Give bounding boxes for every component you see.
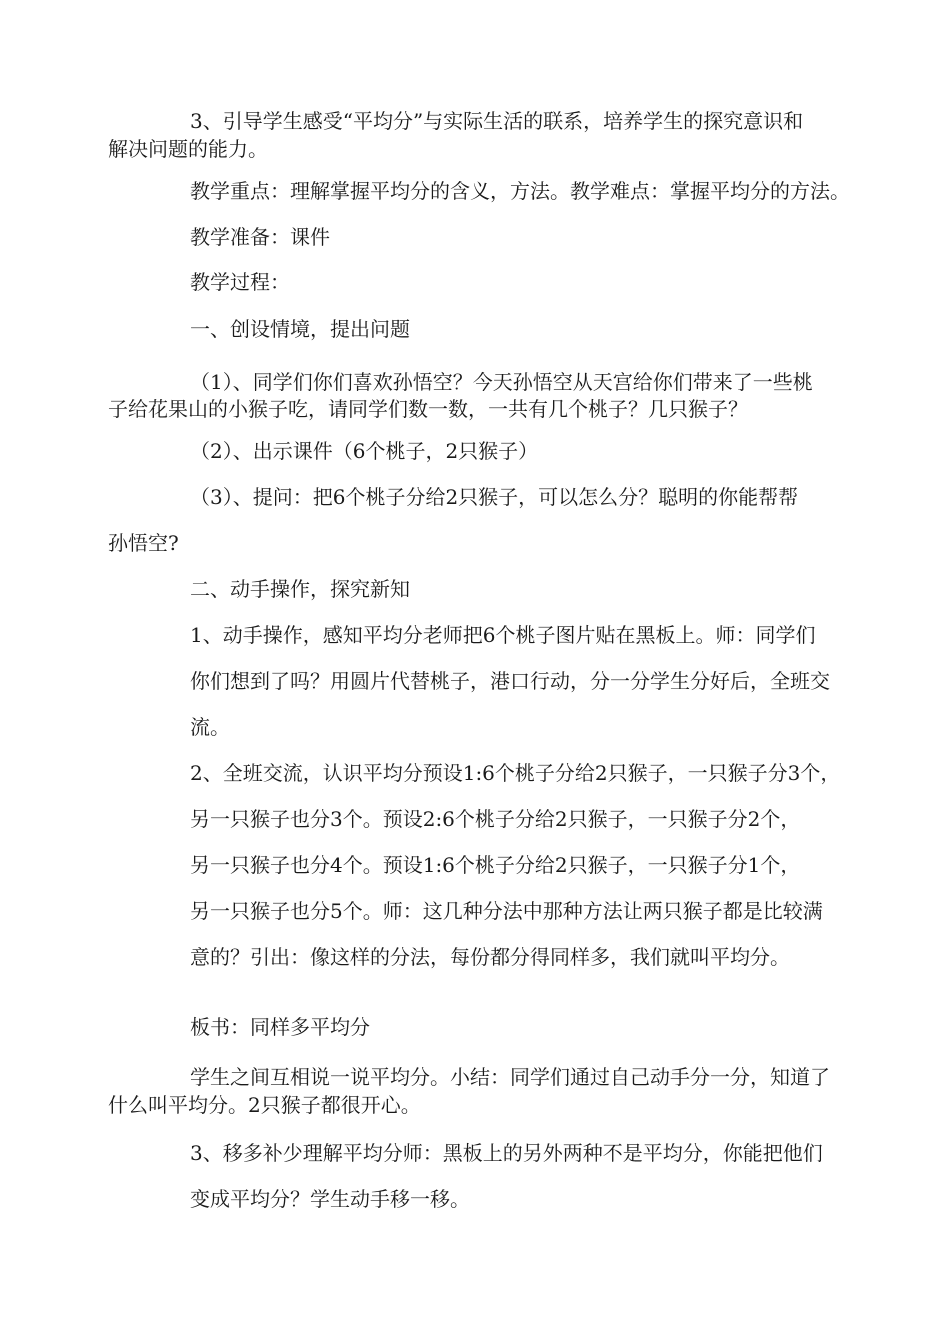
text-line: 什么叫平均分。2只猴子都很开心。 [108, 1093, 421, 1117]
text-line: 学生之间互相说一说平均分。小结：同学们通过自己动手分一分，知道了 [190, 1065, 830, 1089]
text-line: 解决问题的能力。 [108, 137, 268, 161]
text-line: 教学准备：课件 [190, 225, 330, 249]
text-line: 2、全班交流，认识平均分预设1:6个桃子分给2只猴子，一只猴子分3个， [190, 761, 841, 785]
text-line: 教学过程： [190, 270, 290, 294]
text-line: 另一只猴子也分5个。师：这几种分法中那种方法让两只猴子都是比较满 [190, 899, 823, 923]
text-line: 你们想到了吗？用圆片代替桃子，港口行动，分一分学生分好后，全班交 [190, 669, 830, 693]
text-line: 流。 [190, 715, 230, 739]
section-heading: 二、动手操作，探究新知 [190, 577, 410, 601]
text-line: 孙悟空? [108, 531, 179, 555]
text-line: 1、动手操作，感知平均分老师把6个桃子图片贴在黑板上。师：同学们 [190, 623, 816, 647]
text-line: 变成平均分？学生动手移一移。 [190, 1187, 470, 1211]
text-line: 另一只猴子也分4个。预设1:6个桃子分给2只猴子，一只猴子分1个， [190, 853, 801, 877]
board-note: 板书：同样多平均分 [190, 1015, 370, 1039]
text-line: 3、引导学生感受“平均分”与实际生活的联系，培养学生的探究意识和 [190, 109, 804, 133]
text-line: 3、移多补少理解平均分师：黑板上的另外两种不是平均分，你能把他们 [190, 1141, 823, 1165]
text-line: 子给花果山的小猴子吃，请同学们数一数，一共有几个桃子？几只猴子？ [108, 397, 748, 421]
text-line: （2）、出示课件（6个桃子，2只猴子） [190, 439, 539, 463]
text-line: 意的？引出：像这样的分法，每份都分得同样多，我们就叫平均分。 [190, 945, 790, 969]
text-line: （1）、同学们你们喜欢孙悟空？今天孙悟空从天宫给你们带来了一些桃 [190, 370, 813, 394]
text-line: 另一只猴子也分3个。预设2:6个桃子分给2只猴子，一只猴子分2个， [190, 807, 801, 831]
text-line: （3）、提问：把6个桃子分给2只猴子，可以怎么分？聪明的你能帮帮 [190, 485, 799, 509]
section-heading: 一、创设情境，提出问题 [190, 317, 410, 341]
text-line: 教学重点：理解掌握平均分的含义，方法。教学难点：掌握平均分的方法。 [190, 179, 850, 203]
